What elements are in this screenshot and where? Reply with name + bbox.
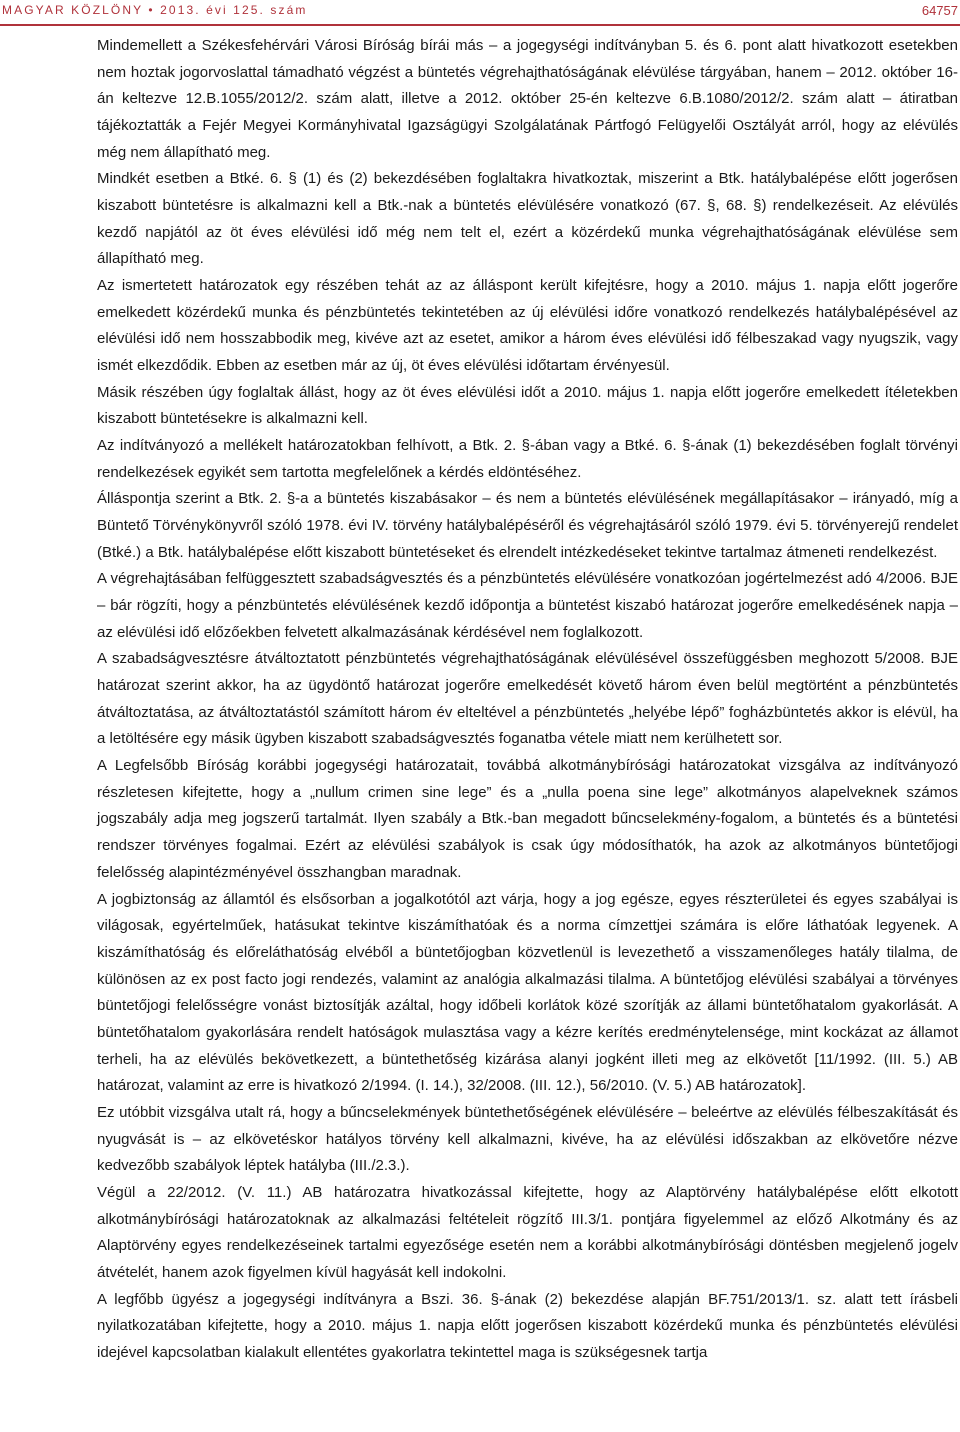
paragraph: A Legfelsőbb Bíróság korábbi jogegységi határozatait, továbbá alkotmánybírósági határozatokat vizsgálva az indítványozó részletesen kifejtette, hogy a „nullum crimen sine lege” és a „nulla poena sine lege” alkotmányos alapelveknek számos jogszabály adja meg jogszerű tartalmát. Ilyen szabály a Btk.-ban megadott bűncselekmény-fogalom, a büntetés és a büntetési rendszer törvényes fogalmai. Ezért az elévülési szabályok is csak úgy módosíthatók, ha azok az alkotmányos büntetőjogi felelősség alapintézményével összhangban maradnak. (97, 757, 958, 881)
journal-title: MAGYAR KÖZLÖNY • 2013. évi 125. szám (2, 3, 308, 17)
paragraph: Az ismertetett határozatok egy részében tehát az az álláspont került kifejtésre, hogy a 2010. május 1. napja előtt jogerőre emelkedett közérdekű munka és pénzbüntetés tekintetében az új elévülési időre vonatkozó rendelkezés hatálybalépésével az elévülési idő nem hosszabbodik meg, kivéve azt az esetet, amikor a három éves elévülési idő félbeszakad vagy nyugszik, vagy ismét elkezdődik. Ebben az esetben már az új, öt éves elévülési időtartam érvényesül. (97, 277, 958, 375)
paragraph: A jogbiztonság az államtól és elsősorban a jogalkotótól azt várja, hogy a jog egésze, egyes részterületei és egyes szabályai is világosak, egyértelműek, hatásukat tekintve kiszámíthatóak és a norma címzettjei számára is előre láthatóak legyenek. A kiszámíthatóság és előreláthatóság elvéből a büntetőjogban közvetlenül is levezethető a visszamenőleges hatály tilalma, de különösen az ex post facto jogi rendezés, valamint az analógia alkalmazási tilalma. A büntetőjog elévülési szabályai a törvényes büntetőjogi felelősségre vonást biztosítják azáltal, hogy időbeli korlátok közé szorítják az állami büntetőhatalom gyakorlását. A büntetőhatalom gyakorlására rendelt hatóságok mulasztása vagy a kézre kerítés eredménytelensége, mint kockázat az államot terheli, ha az elévülés bekövetkezett, a büntethetőség kizárása alanyi jogként illeti meg az elkövetőt [11/1992. (III. 5.) AB határozat, valamint az erre is hivatkozó 2/1994. (I. 14.), 32/2008. (III. 12.), 56/2010. (V. 5.) AB határozatok]. (97, 890, 958, 1095)
paragraph: A végrehajtásában felfüggesztett szabadságvesztés és a pénzbüntetés elévülésére vonatkozóan jogértelmezést adó 4/2006. BJE – bár rögzíti, hogy a pénzbüntetés elévülésének kezdő időpontja a büntetést kiszabó határozat jogerőre emelkedésének napja – az elévülési idő előzőekben felvetett alkalmazásának kérdésével nem foglalkozott. (97, 570, 958, 641)
paragraph: A szabadságvesztésre átváltoztatott pénzbüntetés végrehajthatóságának elévülésével összefüggésben meghozott 5/2008. BJE határozat szerint akkor, ha az ügydöntő határozat jogerőre emelkedését követő három éven belül megtörtént a pénzbüntetés átváltoztatása, az átváltoztatástól számított három év elteltével a pénzbüntetés „helyébe lépő” fogházbüntetés akkor is elévül, ha a letöltésére egy másik ügyben kiszabott szabadságvesztés foganatba vétele miatt nem kerülhetett sor. (97, 650, 958, 748)
document-body (97, 33, 958, 1367)
paragraph: A legfőbb ügyész a jogegységi indítványra a Bszi. 36. §-ának (2) bekezdése alapján BF.751/2013/1. sz. alatt tett írásbeli nyilatkozatában kifejtette, hogy a 2010. május 1. napja előtt jogerősen kiszabott közérdekű munka és pénzbüntetés elévülési idejével kapcsolatban kialakult ellentétes gyakorlatra tekintettel maga is szükségesnek tartja (97, 1290, 958, 1361)
paragraph: Az indítványozó a mellékelt határozatokban felhívott, a Btk. 2. §-ában vagy a Btké. 6. §-ának (1) bekezdésében foglalt törvényi rendelkezések egyikét sem tartotta megfelelőnek a kérdés eldöntéséhez. (97, 437, 958, 481)
paragraph: Mindkét esetben a Btké. 6. § (1) és (2) bekezdésében foglaltakra hivatkoztak, miszerint a Btk. hatálybalépése előtt jogerősen kiszabott büntetésre is alkalmazni kell a Btk.-nak a büntetés elévülésére vonatkozó (67. §, 68. §) rendelkezéseit. Az elévülés kezdő napjától az öt éves elévülési idő még nem telt el, ezért a közérdekű munka végrehajthatóságának elévülése sem állapítható meg. (97, 170, 958, 268)
page-number: 64757 (921, 3, 958, 18)
header-divider (0, 24, 960, 26)
page-header (0, 0, 960, 24)
paragraph: Ez utóbbit vizsgálva utalt rá, hogy a bűncselekmények büntethetőségének elévülésére – beleértve az elévülés félbeszakítását és nyugvását is – az elkövetéskor hatályos törvény kell alkalmazni, kivéve, ha az elévülési időszakban az elkövetőre nézve kedvezőbb szabályok léptek hatályba (III./2.3.). (97, 1103, 958, 1175)
paragraph: Álláspontja szerint a Btk. 2. §-a a büntetés kiszabásakor – és nem a büntetés elévülésének megállapításakor – irányadó, míg a Büntető Törvénykönyvről szóló 1978. évi IV. törvény hatálybalépéséről és végrehajtásáról szóló 1979. évi 5. törvényerejű rendelet (Btké.) a Btk. hatálybalépése előtt kiszabott büntetéseket és elrendelt intézkedéseket tekintve tartalmaz átmeneti rendelkezést. (97, 490, 958, 561)
paragraph: Mindemellett a Székesfehérvári Városi Bíróság bírái más – a jogegységi indítványban 5. és 6. pont alatt hivatkozott esetekben nem hoztak jogorvoslattal támadható végzést a büntetés végrehajthatóságának elévülése tárgyában, hanem – 2012. október 16-án keltezve 12.B.1055/2012/2. szám alatt, illetve a 2012. október 25-én keltezve 6.B.1080/2012/2. szám alatt – átiratban tájékoztatták a Fejér Megyei Kormányhivatal Igazságügyi Szolgálatának Pártfogó Felügyelői Osztályát arról, hogy az elévülés még nem állapítható meg. (97, 37, 958, 161)
paragraph: Végül a 22/2012. (V. 11.) AB határozatra hivatkozással kifejtette, hogy az Alaptörvény hatálybalépése előtt elkotott alkotmánybírósági határozatoknak az alkalmazási feltételeit rögzítő III.3/1. pontjára figyelemmel az előző Alkotmány és az Alaptörvény egyes rendelkezéseinek tartalmi egyezősége esetén nem a korábbi alkotmánybírósági döntésben megjelenő jogelv átvételét, hanem azok figyelmen kívül hagyását kell indokolni. (97, 1183, 958, 1281)
paragraph: Másik részében úgy foglaltak állást, hogy az öt éves elévülési időt a 2010. május 1. napja előtt jogerőre emelkedett ítéletekben kiszabott büntetésekre is alkalmazni kell. (97, 383, 958, 428)
